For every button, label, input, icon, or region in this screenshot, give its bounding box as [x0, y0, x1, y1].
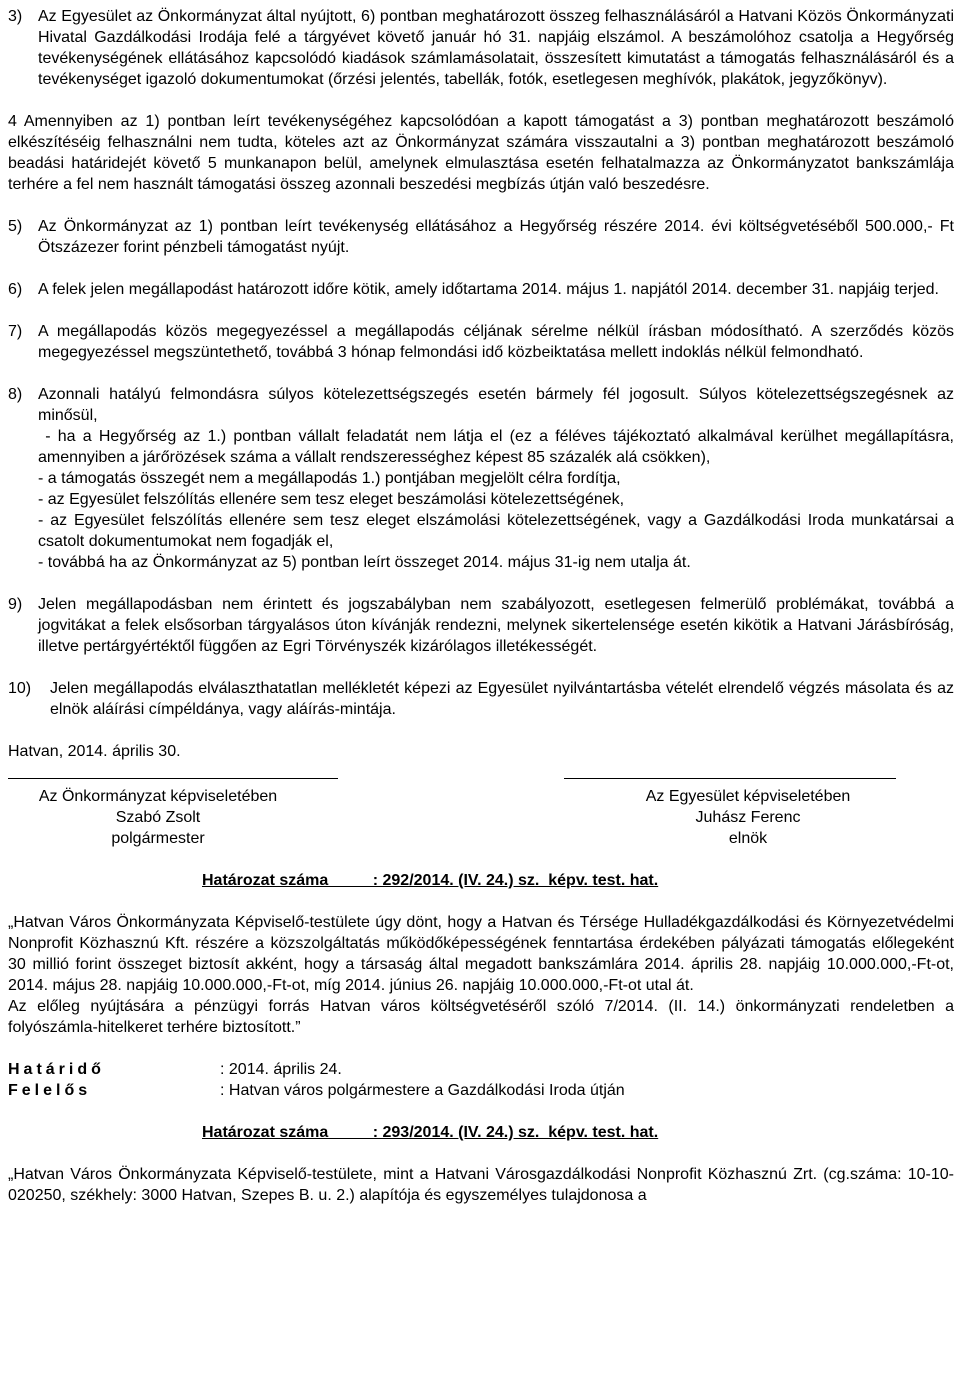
clause-4 [8, 111, 954, 195]
responsible-label: Felelős [8, 1082, 92, 1099]
signature-left [8, 786, 308, 849]
clause-bullet: - az Egyesület felszólítás ellenére sem tesz eleget beszámolási kötelezettségének, [38, 491, 625, 508]
clause-number: 6) [8, 281, 23, 298]
deadline-label: Határidő [8, 1061, 105, 1078]
clause-number: 7) [8, 323, 23, 340]
clause-8 [8, 384, 959, 573]
clause-text: Az Önkormányzat az 1) pontban leírt tevékenység ellátásához a Hegyőrség részére 2014. évi költségvetéséből 500.000,- Ft Ötszázezer forint pénzbeli támogatást nyújt. [38, 218, 954, 256]
signature-block [8, 778, 954, 870]
clause-number: 9) [8, 596, 23, 613]
clause-text: A megállapodás közös megegyezéssel a megállapodás céljának sérelme nélkül írásban módosítható. A szerződés közös megegyezéssel megszüntethető, továbbá 3 hónap felmondási idő közbeiktatása mellett indoklás nélkül felmondható. [38, 323, 954, 361]
signatory-name: Juhász Ferenc [695, 809, 801, 826]
resolution-293-body [8, 1164, 954, 1206]
clause-text: Jelen megállapodás elválaszthatatlan mellékletét képezi az Egyesület nyilvántartásba vételét elrendelő végzés másolata és az elnök aláírási címpéldánya, vagy aláírás-mintája. [50, 680, 954, 718]
clause-number: 10) [8, 680, 32, 697]
deadline-row [8, 1059, 954, 1080]
signatory-title: polgármester [111, 830, 205, 847]
document-page [8, 6, 959, 1206]
place-date: Hatvan, 2014. április 30. [8, 743, 181, 760]
clause-bullet: - ha a Hegyőrség az 1.) pontban vállalt feladatát nem látja el (ez a féléves tájékoztató alkalmával kerülhet megállapításra, amennyiben a járőrözések száma a vállalt rendszerességhez képest 85 százalék alá csökken), [38, 428, 959, 466]
signatory-role: Az Egyesület képviseletében [645, 788, 851, 805]
clause-5 [8, 216, 954, 258]
clause-number: 5) [8, 218, 23, 235]
resolution-heading: Határozat száma : 293/2014. (IV. 24.) sz. képv. test. hat. [202, 1124, 659, 1141]
deadline-value: : 2014. április 24. [220, 1061, 342, 1078]
clause-body [38, 384, 959, 573]
clause-bullet: - az Egyesület felszólítás ellenére sem tesz eleget elszámolási kötelezettségének, vagy a Gazdálkodási Iroda munkatársai a csatolt dokumentumokat nem fogadják el, [38, 512, 954, 550]
clause-9 [8, 594, 954, 657]
responsible-value: : Hatvan város polgármestere a Gazdálkodási Iroda útján [220, 1082, 625, 1099]
clause-6 [8, 279, 954, 300]
signature-line-right [564, 778, 896, 779]
clause-7 [8, 321, 954, 363]
clause-10 [8, 678, 954, 720]
signatory-name: Szabó Zsolt [115, 809, 201, 826]
clause-text: Az Egyesület az Önkormányzat által nyújtott, 6) pontban meghatározott összeg felhasználásáról a Hatvani Közös Önkormányzati Hivatal Gazdálkodási Irodája felé a tárgyévet követő január hó 31. napjáig elszámol. A beszámolóhoz csatolja a Hegyőrség tevékenységének ellátásához kapcsolódó kiadások számlamásolatait, összesített kimutatást a támogatás felhasználásáról és a tevékenységet igazoló dokumentumokat (őrzési jelentés, tabellák, fotók, esetlegesen meghívók, plakátok, jegyzőkönyv). [38, 8, 954, 88]
resolution-292-body [8, 912, 954, 1038]
clause-text: 4 Amennyiben az 1) pontban leírt tevékenységéhez kapcsolódóan a kapott támogatást a 3) pontban meghatározott beszámoló elkészítéséig felhasználni nem tudta, köteles azt az Önkormányzat számára visszautalni a 3) pontban meghatározott beszámoló beadási határidejét követő 5 munkanapon belül, amelynek elmulasztása esetén felhatalmazza az Önkormányzatot bankszámlája terhére a fel nem használt támogatási összeg azonnali beszedési megbízás útján való beszedésre. [8, 113, 954, 193]
clause-3 [8, 6, 954, 90]
clause-text: Azonnali hatályú felmondásra súlyos kötelezettségszegés esetén bármely fél jogosult. Súlyos kötelezettségszegésnek az minősül, [38, 386, 954, 424]
resolution-text: „Hatvan Város Önkormányzata Képviselő-testülete, mint a Hatvani Városgazdálkodási Nonprofit Közhasznú Zrt. (cg.száma: 10-10-020250, székhely: 3000 Hatvan, Szepes B. u. 2.) alapítója és egyszemélyes tulajdonosa a [8, 1166, 954, 1204]
resolution-heading: Határozat száma : 292/2014. (IV. 24.) sz. képv. test. hat. [202, 872, 659, 889]
clause-text: Jelen megállapodásban nem érintett és jogszabályban nem szabályozott, esetlegesen felmerülő problémákat, továbbá a jogvitákat a felek elsősorban tárgyalásos úton kívánják rendezni, melynek sikertelensége esetén kikötik a Hatvani Járásbíróság, illetve pertárgyértéktől függően az Egri Törvényszék kizárólagos illetékességét. [38, 596, 954, 655]
signatory-role: Az Önkormányzat képviseletében [38, 788, 278, 805]
responsible-row [8, 1080, 954, 1101]
signature-right [598, 786, 898, 849]
signature-line-left [8, 778, 338, 779]
clause-bullet: - továbbá ha az Önkormányzat az 5) pontban leírt összeget 2014. május 31-ig nem utalja át. [38, 554, 691, 571]
clause-number: 8) [8, 386, 23, 403]
resolution-text: „Hatvan Város Önkormányzata Képviselő-testülete úgy dönt, hogy a Hatvan és Térsége Hulladékgazdálkodási és Környezetvédelmi Nonprofit Közhasznú Kft. részére a közszolgáltatás működőképességének fenntartása érdekében pályázati támogatás előlegeként 30 millió forint összeget biztosít akként, hogy a társaság által megadott bankszámlára 2014. április 28. napjáig 10.000.000,-Ft-ot, 2014. május 28. napjáig 10.000.000,-Ft-ot, míg 2014. június 26. napjáig 10.000.000,-Ft-ot utal át. [8, 914, 954, 994]
clause-number: 3) [8, 8, 23, 25]
clause-bullet: - a támogatás összegét nem a megállapodás 1.) pontjában megjelölt célra fordítja, [38, 470, 621, 487]
resolution-text: Az előleg nyújtására a pénzügyi forrás Hatvan város költségvetéséről szóló 7/2014. (II. 14.) önkormányzati rendeletben a folyószámla-hitelkeret terhére biztosított.” [8, 998, 954, 1036]
signatory-title: elnök [728, 830, 768, 847]
clause-text: A felek jelen megállapodást határozott időre kötik, amely időtartama 2014. május 1. napjától 2014. december 31. napjáig terjed. [38, 281, 939, 298]
